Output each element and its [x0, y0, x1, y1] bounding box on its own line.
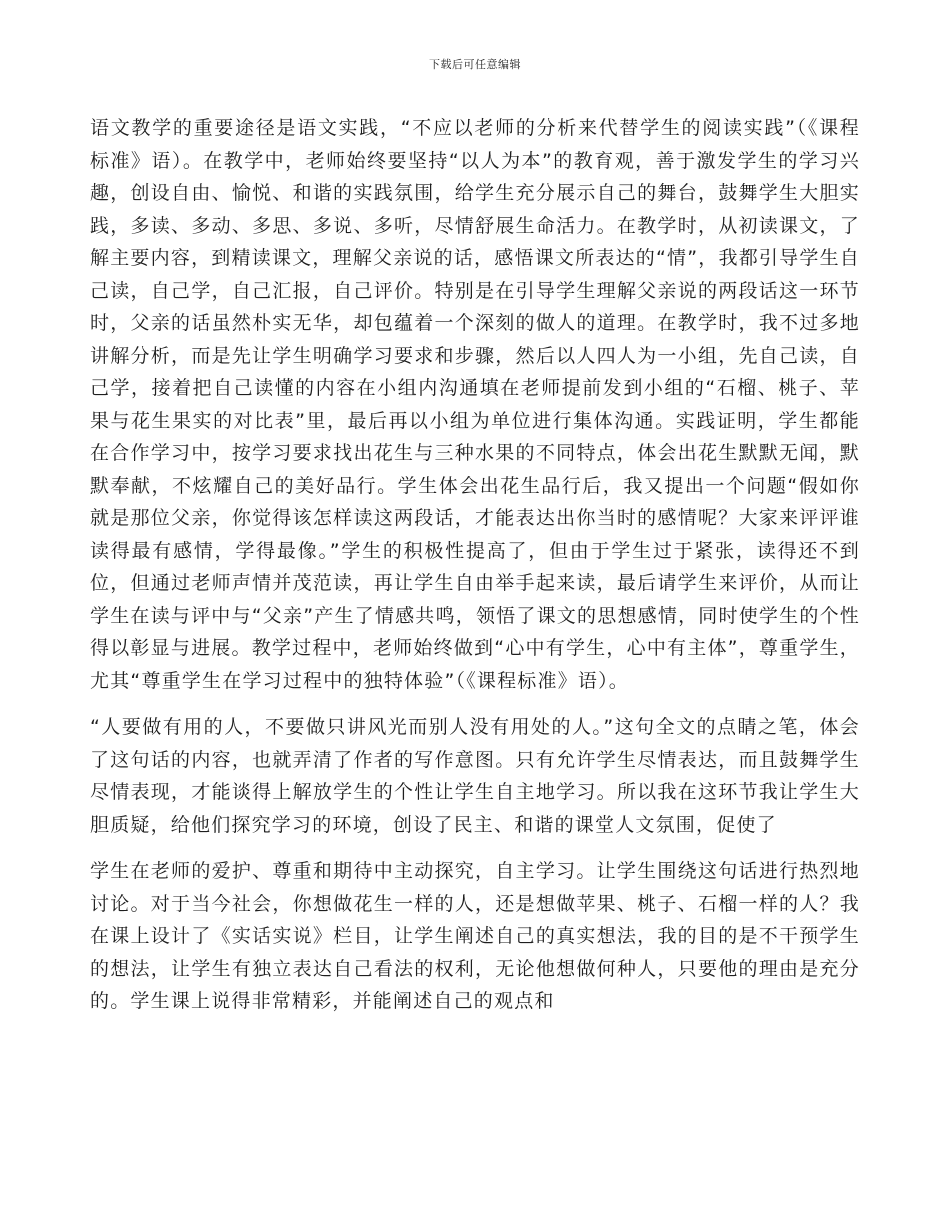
- paragraph-2: “人要做有用的人，不要做只讲风光而别人没有用处的人。”这句全文的点睛之笔，体会了这句话的内容，也就弄清了作者的写作意图。只有允许学生尽情表达，而且鼓舞学生尽情表现，才能谈得上解放学生的个性让学生自主地学习。所以我在这环节我让学生大胆质疑，给他们探究学习的环境，创设了民主、和谐的课堂人文氛围，促使了: [90, 716, 860, 836]
- document-body: [90, 112, 860, 1034]
- page-header: 下载后可任意编辑: [429, 58, 521, 71]
- paragraph-1: 语文教学的重要途径是语文实践，“不应以老师的分析来代替学生的阅读实践”（《课程标准》语）。在教学中，老师始终要坚持“以人为本”的教育观，善于激发学生的学习兴趣，创设自由、愉悦、和谐的实践氛围，给学生充分展示自己的舞台，鼓舞学生大胆实践，多读、多动、多思、多说、多听，尽情舒展生命活力。在教学时，从初读课文，了解主要内容，到精读课文，理解父亲说的话，感悟课文所表达的“情”，我都引导学生自己读，自己学，自己汇报，自己评价。特别是在引导学生理解父亲说的两段话这一环节时，父亲的话虽然朴实无华，却包蕴着一个深刻的做人的道理。在教学时，我不过多地讲解分析，而是先让学生明确学习要求和步骤，然后以人四人为一小组，先自己读，自己学，接着把自己读懂的内容在小组内沟通填在老师提前发到小组的“石榴、桃子、苹果与花生果实的对比表”里，最后再以小组为单位进行集体沟通。实践证明，学生都能在合作学习中，按学习要求找出花生与三种水果的不同特点，体会出花生默默无闻，默默奉献，不炫耀自己的美好品行。学生体会出花生品行后，我又提出一个问题“假如你就是那位父亲，你觉得该怎样读这两段话，才能表达出你当时的感情呢？大家来评评谁读得最有感情，学得最像。”学生的积极性提高了，但由于学生过于紧张，读得还不到位，但通过老师声情并茂范读，再让学生自由举手起来读，最后请学生来评价，从而让学生在读与评中与“父亲”产生了情感共鸣，领悟了课文的思想感情，同时使学生的个性得以彰显与进展。教学过程中，老师始终做到“心中有学生，心中有主体”，尊重学生，尤其“尊重学生在学习过程中的独特体验”（《课程标准》语）。: [90, 117, 860, 692]
- paragraph-3: 学生在老师的爱护、尊重和期待中主动探究，自主学习。让学生围绕这句话进行热烈地讨论。对于当今社会，你想做花生一样的人，还是想做苹果、桃子、石榴一样的人？我在课上设计了《实话实说》栏目，让学生阐述自己的真实想法，我的目的是不干预学生的想法，让学生有独立表达自己看法的权利，无论他想做何种人，只要他的理由是充分的。学生课上说得非常精彩，并能阐述自己的观点和: [90, 860, 860, 1012]
